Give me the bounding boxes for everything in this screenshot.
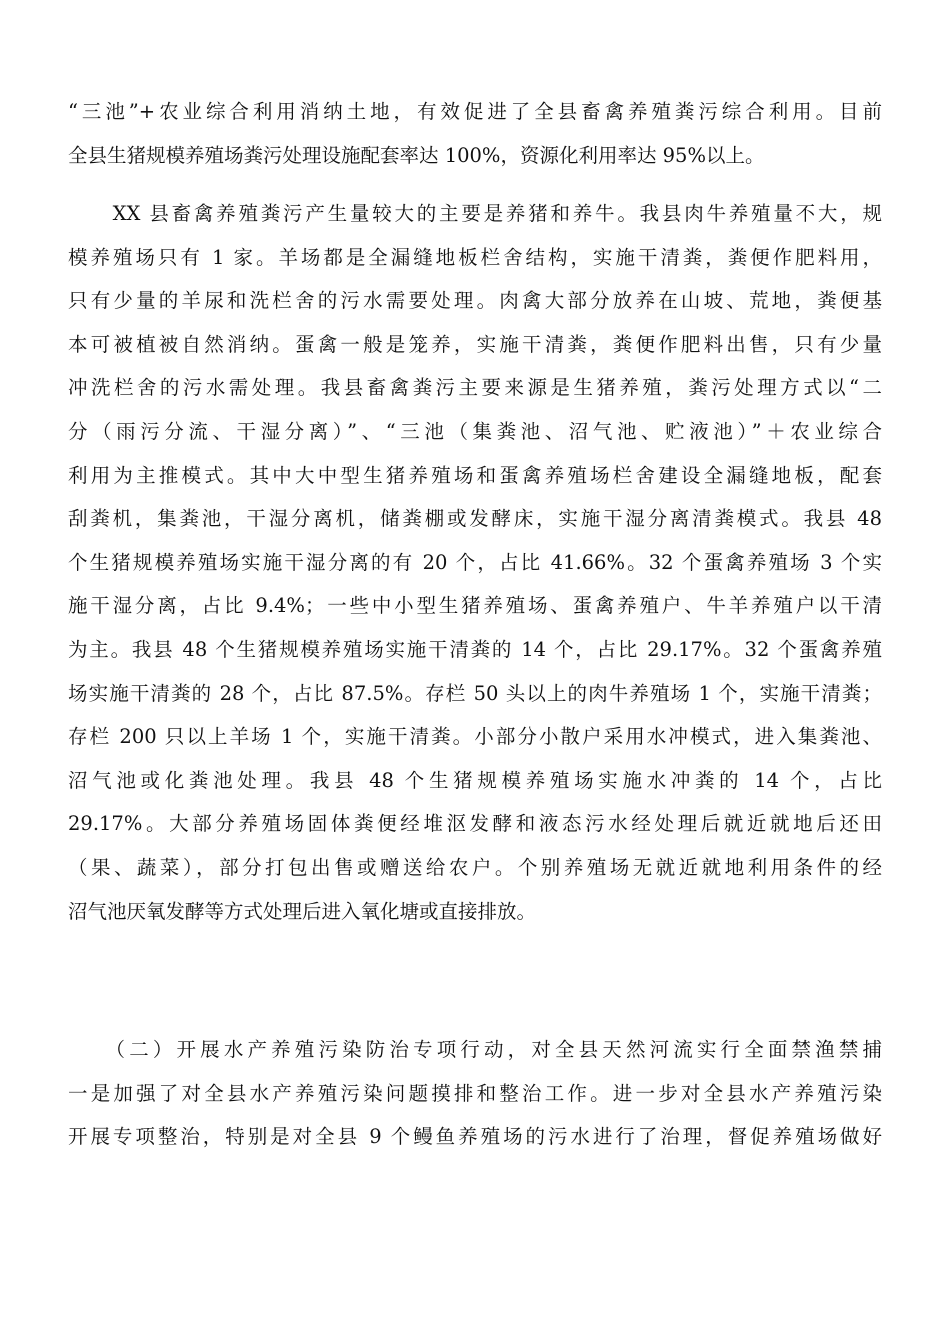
paragraph-2 [68,192,882,933]
text-line: XX 县畜禽养殖粪污产生量较大的主要是养猪和养牛。我县肉牛养殖量不大，规 [68,202,882,225]
text-line: 刮粪机，集粪池，干湿分离机，储粪棚或发酵床，实施干湿分离清粪模式。我县 48 [68,507,882,531]
text-line: 一是加强了对全县水产养殖污染问题摸排和整治工作。进一步对全县水产养殖污染 [68,1081,882,1105]
text-line: 冲洗栏舍的污水需处理。我县畜禽粪污主要来源是生猪养殖，粪污处理方式以“二 [68,376,882,400]
text-line: （二）开展水产养殖污染防治专项行动，对全县天然河流实行全面禁渔禁捕 [68,1038,882,1061]
text-line: 29.17%。大部分养殖场固体粪便经堆沤发酵和液态污水经处理后就近就地后还田 [68,812,882,836]
text-line: “三池”+农业综合利用消纳土地，有效促进了全县畜禽养殖粪污综合利用。目前 [68,100,882,123]
text-line: 存栏 200 只以上羊场 1 个，实施干清粪。小部分小散户采用水冲模式，进入集粪池、 [68,725,882,749]
text-line: 为主。我县 48 个生猪规模养殖场实施干清粪的 14 个，占比 29.17%。32 个蛋禽养殖 [68,637,882,661]
text-line: 沼气池或化粪池处理。我县 48 个生猪规模养殖场实施水冲粪的 14 个，占比 [68,768,882,792]
text-line: 利用为主推模式。其中大中型生猪养殖场和蛋禽养殖场栏舍建设全漏缝地板，配套 [68,463,882,487]
text-line: （果、蔬菜），部分打包出售或赠送给农户。个别养殖场无就近就地利用条件的经 [68,855,882,879]
text-line: 个生猪规模养殖场实施干湿分离的有 20 个，占比 41.66%。32 个蛋禽养殖场 3 个实 [68,550,882,574]
text-line: 模养殖场只有 1 家。羊场都是全漏缝地板栏舍结构，实施干清粪，粪便作肥料用， [68,245,882,269]
text-line: 施干湿分离，占比 9.4%；一些中小型生猪养殖场、蛋禽养殖户、牛羊养殖户以干清 [68,594,882,618]
text-line: 开展专项整治，特别是对全县 9 个鳗鱼养殖场的污水进行了治理，督促养殖场做好 [68,1125,882,1149]
paragraph-3 [68,1028,882,1159]
text-line: 场实施干清粪的 28 个，占比 87.5%。存栏 50 头以上的肉牛养殖场 1 个，实施干清粪； [68,681,882,705]
text-line: 全县生猪规模养殖场粪污处理设施配套率达 100%，资源化利用率达 95%以上。 [68,143,765,167]
paragraph-1 [68,90,882,177]
text-line: 沼气池厌氧发酵等方式处理后进入氧化塘或直接排放。 [68,899,537,923]
text-line: 本可被植被自然消纳。蛋禽一般是笼养，实施干清粪，粪便作肥料出售，只有少量 [68,332,882,356]
text-line: 分（雨污分流、干湿分离）”、“三池（集粪池、沼气池、贮液池）”＋农业综合 [68,419,882,443]
text-line: 只有少量的羊尿和洗栏舍的污水需要处理。肉禽大部分放养在山坡、荒地，粪便基 [68,289,882,313]
